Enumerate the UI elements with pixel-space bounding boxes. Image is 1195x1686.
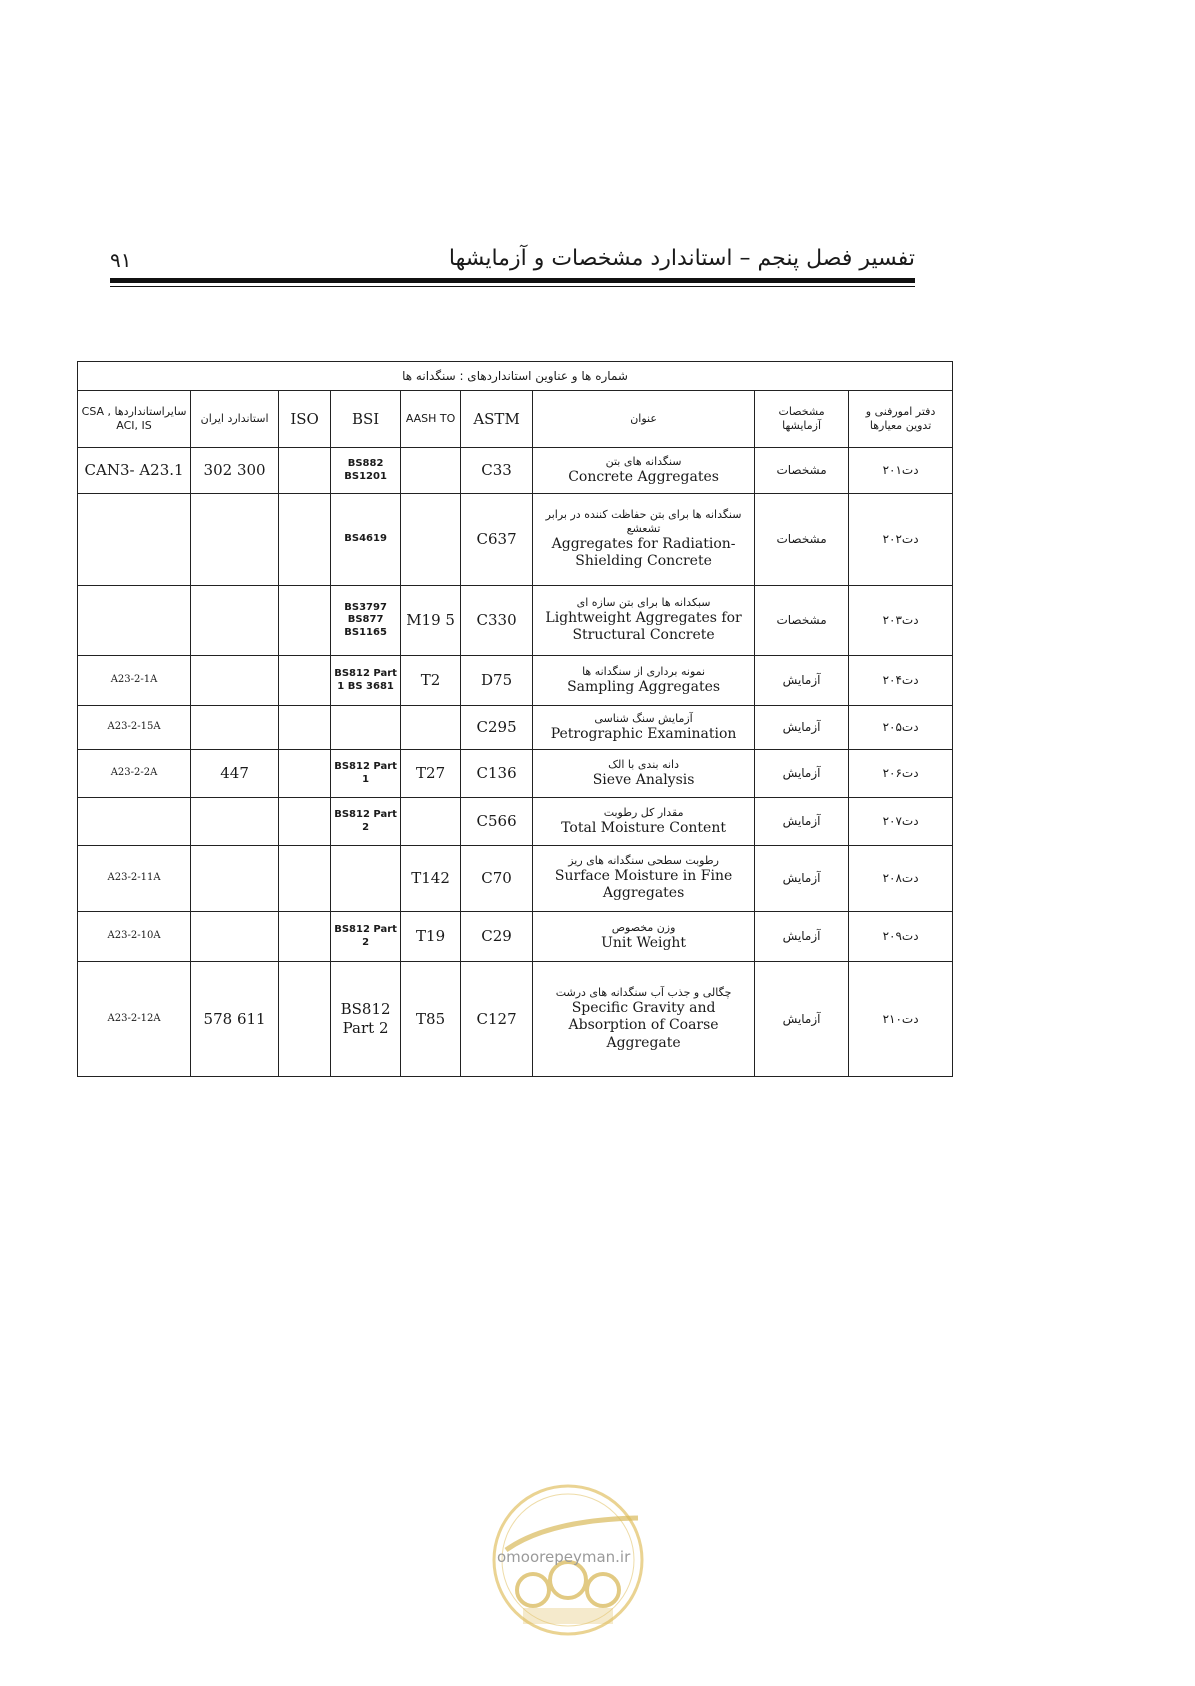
cell-other: CAN3- A23.1 (78, 448, 191, 494)
cell-spec: آزمایش (755, 656, 849, 706)
cell-aashto: T85 (401, 962, 461, 1077)
cell-title (533, 494, 755, 586)
cell-aashto: T19 (401, 912, 461, 962)
header-other: سایراستانداردها CSA , ACI, IS (78, 391, 191, 448)
title-fa: سنگدانه های بتن (605, 454, 682, 468)
cell-aashto: T2 (401, 656, 461, 706)
cell-aashto: T27 (401, 750, 461, 798)
table-row (78, 586, 953, 656)
title-en: Sampling Aggregates (567, 678, 721, 695)
cell-other: A23-2-10A (78, 912, 191, 962)
table-body (78, 448, 953, 1077)
cell-astm: C136 (461, 750, 533, 798)
cell-iso (279, 912, 331, 962)
cell-iso (279, 798, 331, 846)
cell-title (533, 448, 755, 494)
title-fa: رطوبت سطحی سنگدانه های ریز (568, 854, 719, 868)
cell-astm: C29 (461, 912, 533, 962)
cell-title (533, 586, 755, 656)
header-rule-thin (110, 286, 915, 287)
table-row (78, 494, 953, 586)
page-header (110, 240, 915, 290)
table-row (78, 962, 953, 1077)
table-row (78, 448, 953, 494)
table-row (78, 750, 953, 798)
cell-bsi (331, 706, 401, 750)
cell-title (533, 706, 755, 750)
cell-title (533, 750, 755, 798)
cell-iso (279, 448, 331, 494)
cell-bsi: BS882 BS1201 (331, 448, 401, 494)
cell-office: دت۲۰۴ (849, 656, 953, 706)
cell-aashto (401, 494, 461, 586)
table-caption: شماره ها و عناوین استانداردهای : سنگدانه ها (78, 362, 953, 391)
title-en: Surface Moisture in Fine Aggregates (554, 867, 733, 902)
cell-iran: 611 578 (191, 962, 279, 1077)
cell-title (533, 798, 755, 846)
cell-title (533, 962, 755, 1077)
cell-other: A23-2-11A (78, 846, 191, 912)
cell-other (78, 494, 191, 586)
cell-iso (279, 706, 331, 750)
cell-bsi: BS4619 (331, 494, 401, 586)
header-astm: ASTM (461, 391, 533, 448)
table-row (78, 706, 953, 750)
cell-office: دت۲۰۲ (849, 494, 953, 586)
cell-spec: مشخصات (755, 448, 849, 494)
cell-iran (191, 586, 279, 656)
header-bsi: BSI (331, 391, 401, 448)
table-row (78, 912, 953, 962)
header-rule-thick (110, 278, 915, 283)
cell-bsi: BS812 Part 2 (331, 962, 401, 1077)
cell-astm: C127 (461, 962, 533, 1077)
header-spec: مشخصات آزمایشها (755, 391, 849, 448)
cell-office: دت۲۰۳ (849, 586, 953, 656)
cell-aashto: T142 (401, 846, 461, 912)
title-fa: سبکدانه ها برای بتن سازه ای (576, 596, 711, 610)
cell-astm: C70 (461, 846, 533, 912)
cell-spec: مشخصات (755, 586, 849, 656)
cell-astm: D75 (461, 656, 533, 706)
cell-iran: 447 (191, 750, 279, 798)
cell-title (533, 656, 755, 706)
aggregates-standards-table (77, 361, 953, 1077)
cell-other (78, 586, 191, 656)
cell-office: دت۲۰۹ (849, 912, 953, 962)
cell-iso (279, 962, 331, 1077)
title-fa: چگالی و جذب آب سنگدانه های درشت (555, 985, 732, 999)
cell-spec: آزمایش (755, 750, 849, 798)
cell-astm: C33 (461, 448, 533, 494)
cell-aashto (401, 448, 461, 494)
cell-aashto (401, 798, 461, 846)
cell-astm: C637 (461, 494, 533, 586)
table-row (78, 798, 953, 846)
header-iso: ISO (279, 391, 331, 448)
cell-astm: C330 (461, 586, 533, 656)
cell-other (78, 798, 191, 846)
cell-iran (191, 706, 279, 750)
header-aashto: AASH TO (401, 391, 461, 448)
title-fa: وزن مخصوص (611, 920, 676, 934)
cell-bsi: BS812 Part 1 BS 3681 (331, 656, 401, 706)
page-number: ۹۱ (110, 248, 132, 272)
title-fa: مقدار کل رطوبت (603, 805, 684, 819)
title-en: Lightweight Aggregates for Structural Concrete (545, 609, 742, 644)
cell-other: A23-2-15A (78, 706, 191, 750)
title-fa: سنگدانه ها برای بتن حفاظت کننده در برابر تشعشع (545, 508, 742, 535)
title-fa: آزمایش سنگ شناسی (594, 711, 693, 725)
cell-spec: آزمایش (755, 912, 849, 962)
cell-other: A23-2-1A (78, 656, 191, 706)
table-row (78, 656, 953, 706)
chapter-title: تفسیر فصل پنجم – استاندارد مشخصات و آزمایشها (448, 246, 915, 271)
cell-astm: C566 (461, 798, 533, 846)
cell-other: A23-2-2A (78, 750, 191, 798)
cell-other: A23-2-12A (78, 962, 191, 1077)
cell-iso (279, 586, 331, 656)
cell-spec: آزمایش (755, 962, 849, 1077)
cell-bsi: BS812 Part 2 (331, 912, 401, 962)
header-iran: استاندارد ایران (191, 391, 279, 448)
cell-iso (279, 846, 331, 912)
cell-astm: C295 (461, 706, 533, 750)
title-en: Concrete Aggregates (568, 468, 719, 485)
title-en: Petrographic Examination (550, 725, 737, 742)
cell-spec: آزمایش (755, 706, 849, 750)
cell-aashto: M19 5 (401, 586, 461, 656)
cell-title (533, 846, 755, 912)
header-row (78, 391, 953, 448)
cell-iran (191, 798, 279, 846)
header-office: دفتر امورفنی و تدوین معیارها (849, 391, 953, 448)
cell-office: دت۲۰۸ (849, 846, 953, 912)
title-en: Aggregates for Radiation-Shielding Concrete (551, 535, 736, 570)
cell-aashto (401, 706, 461, 750)
cell-bsi: BS3797 BS877 BS1165 (331, 586, 401, 656)
cell-bsi: BS812 Part 1 (331, 750, 401, 798)
cell-office: دت۲۰۵ (849, 706, 953, 750)
cell-spec: آزمایش (755, 846, 849, 912)
watermark-site: omoorepeyman.ir (497, 1548, 631, 1566)
cell-spec: مشخصات (755, 494, 849, 586)
title-fa: دانه بندی با الک (608, 757, 679, 771)
cell-bsi (331, 846, 401, 912)
cell-office: دت۲۰۶ (849, 750, 953, 798)
cell-iso (279, 750, 331, 798)
title-en: Sieve Analysis (592, 771, 695, 788)
cell-iran (191, 912, 279, 962)
title-fa: نمونه برداری از سنگدانه ها (582, 664, 706, 678)
header-title: عنوان (533, 391, 755, 448)
title-en: Unit Weight (601, 934, 687, 951)
cell-iso (279, 494, 331, 586)
cell-iran (191, 656, 279, 706)
cell-office: دت۲۱۰ (849, 962, 953, 1077)
cell-office: دت۲۰۱ (849, 448, 953, 494)
cell-title (533, 912, 755, 962)
cell-iran: 300 302 (191, 448, 279, 494)
cell-iso (279, 656, 331, 706)
cell-iran (191, 846, 279, 912)
cell-spec: آزمایش (755, 798, 849, 846)
table-row (78, 846, 953, 912)
title-en: Specific Gravity and Absorption of Coarse Aggregate (568, 999, 719, 1051)
cell-iran (191, 494, 279, 586)
cell-bsi: BS812 Part 2 (331, 798, 401, 846)
cell-office: دت۲۰۷ (849, 798, 953, 846)
title-en: Total Moisture Content (561, 819, 726, 836)
